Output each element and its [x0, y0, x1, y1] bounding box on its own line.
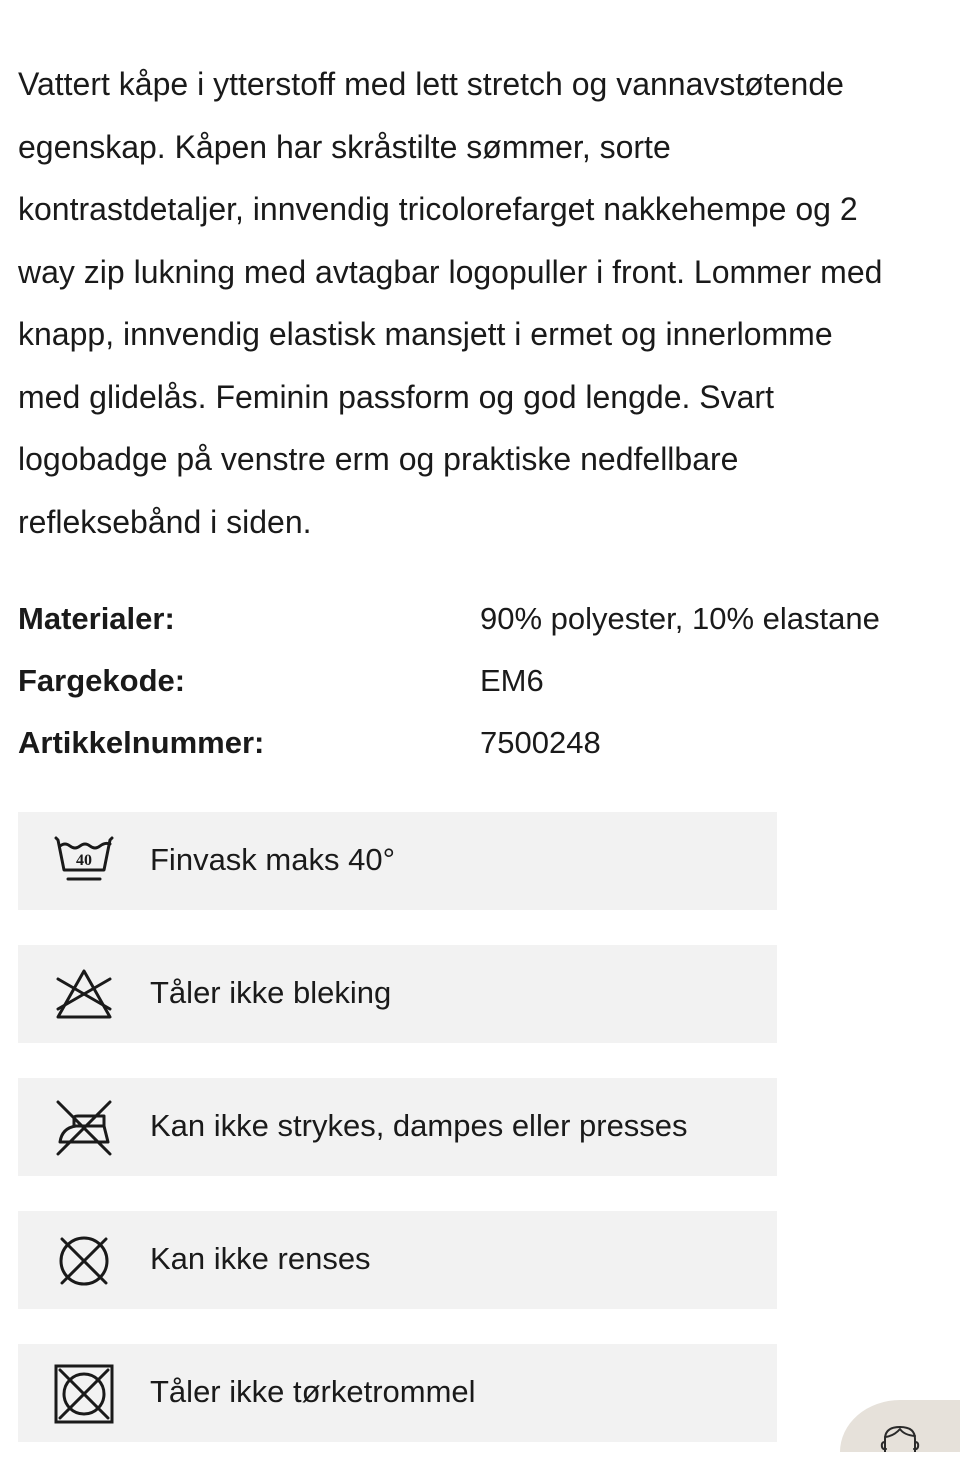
spec-label: Materialer: [18, 601, 175, 636]
wash-40-icon [54, 832, 114, 892]
product-description [18, 53, 948, 553]
description-line: logobadge på venstre erm og praktiske nedfellbare [18, 441, 739, 477]
care-label: Tåler ikke tørketrommel [150, 1374, 476, 1409]
care-label: Kan ikke renses [150, 1241, 371, 1276]
description-line: knapp, innvendig elastisk mansjett i ermet og innerlomme [18, 316, 833, 352]
spec-label: Fargekode: [18, 663, 186, 698]
care-item-wash [18, 812, 777, 910]
care-item-tumble-dry [18, 1344, 777, 1442]
description-line: kontrastdetaljer, innvendig tricolorefarget nakkehempe og 2 [18, 191, 858, 227]
care-item-dry-clean [18, 1211, 777, 1309]
description-line: way zip lukning med avtagbar logopuller i front. Lommer med [18, 253, 883, 290]
care-label: Tåler ikke bleking [150, 975, 392, 1010]
care-label: Kan ikke strykes, dampes eller presses [150, 1108, 688, 1143]
spec-row-materials [18, 588, 948, 650]
care-item-bleach [18, 945, 777, 1043]
care-instructions [18, 812, 777, 1477]
description-line: egenskap. Kåpen har skråstilte sømmer, sorte [18, 128, 671, 165]
no-dry-clean-icon [54, 1231, 114, 1291]
spec-row-article-number [18, 712, 948, 774]
no-bleach-icon [54, 965, 114, 1025]
no-iron-icon [54, 1098, 114, 1158]
spec-value: 90% polyester, 10% elastane [480, 601, 880, 636]
no-tumble-dry-icon [54, 1364, 114, 1424]
description-line: Vattert kåpe i ytterstoff med lett stretch og vannavstøtende [18, 66, 844, 102]
spec-value: EM6 [480, 663, 544, 698]
care-label: Finvask maks 40° [150, 842, 395, 877]
spec-row-color-code [18, 650, 948, 712]
chat-button[interactable] [840, 1400, 960, 1452]
description-line: med glidelås. Feminin passform og god lengde. Svart [18, 378, 774, 415]
spec-label: Artikkelnummer: [18, 725, 265, 760]
care-item-iron [18, 1078, 777, 1176]
person-face-icon [878, 1424, 922, 1452]
description-line: refleksebånd i siden. [18, 503, 312, 540]
wash-temperature-text: 40 [76, 852, 92, 869]
product-specs [18, 588, 948, 774]
spec-value: 7500248 [480, 725, 601, 760]
